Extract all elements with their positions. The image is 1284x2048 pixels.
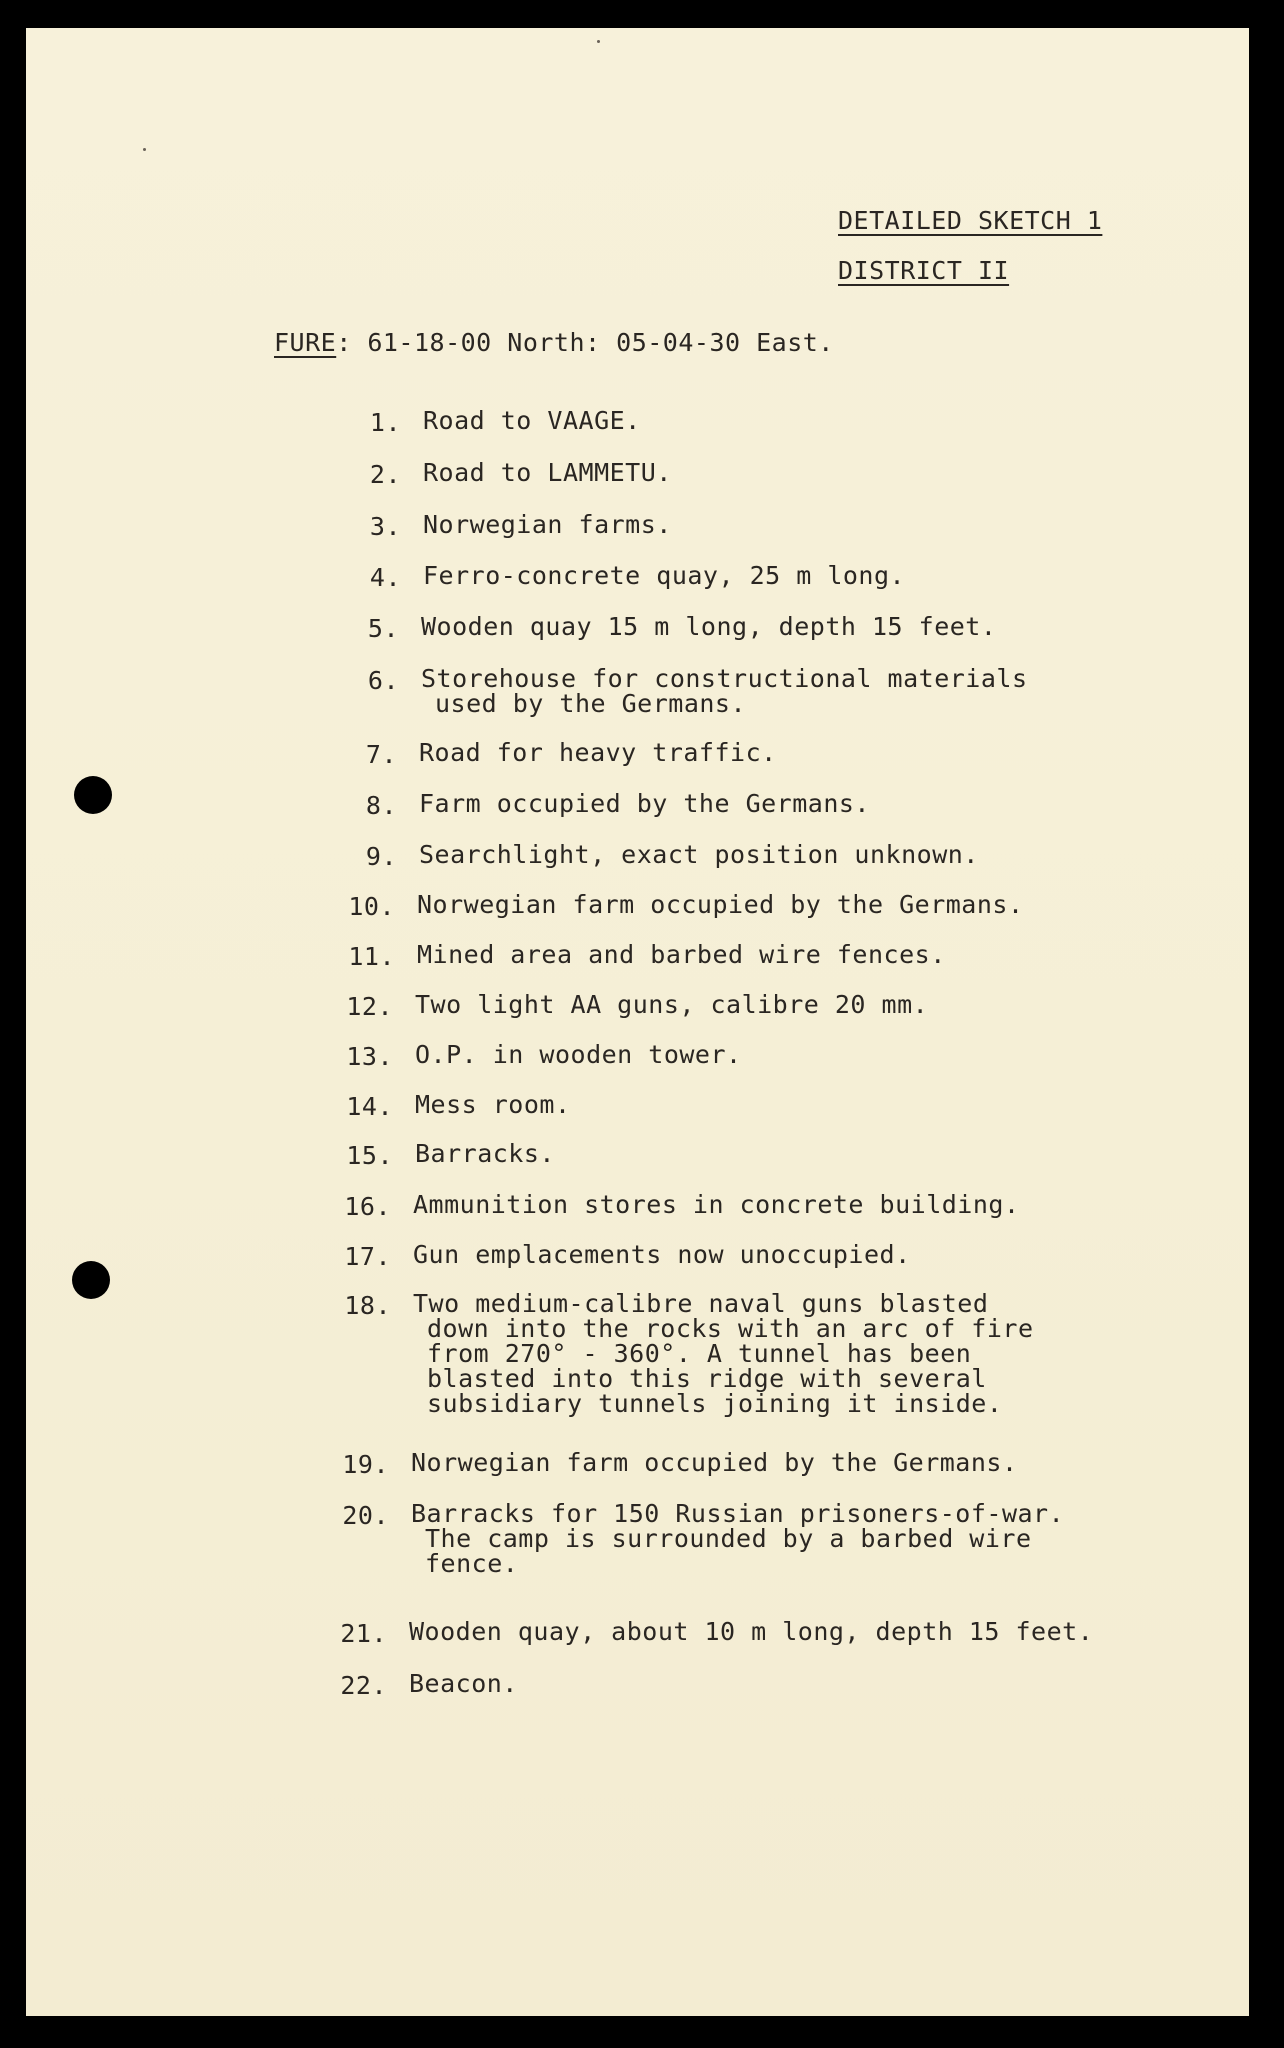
item-text-line: Norwegian farm occupied by the Germans. — [411, 1448, 1018, 1477]
item-number: 19. — [342, 1450, 389, 1479]
item-text-line: Norwegian farms. — [423, 510, 672, 539]
item-text-line: Beacon. — [409, 1669, 518, 1698]
item-text-line: Road to VAAGE. — [423, 406, 641, 435]
item-text-line: The camp is surrounded by a barbed wire — [425, 1524, 1032, 1553]
list-item — [346, 990, 929, 1021]
punch-hole-top — [74, 776, 112, 814]
document-page — [26, 28, 1249, 2016]
item-number: 13. — [346, 1042, 393, 1071]
paper-background — [26, 28, 1249, 2016]
list-item — [342, 1448, 1018, 1479]
list-item — [340, 1617, 1094, 1648]
item-text-line: Storehouse for constructional materials — [421, 664, 1028, 693]
sketch-title: DETAILED SKETCH 1 — [838, 206, 1103, 235]
item-text-line: Farm occupied by the Germans. — [419, 789, 870, 818]
list-item — [344, 1190, 1020, 1221]
item-text-line: Road to LAMMETU. — [423, 458, 672, 487]
item-number: 12. — [346, 992, 393, 1021]
item-text-line: Norwegian farm occupied by the Germans. — [417, 890, 1024, 919]
item-number: 21. — [340, 1619, 387, 1648]
item-text-line: Wooden quay, about 10 m long, depth 15 feet. — [409, 1617, 1094, 1646]
punch-hole-bottom — [72, 1261, 110, 1299]
list-item — [344, 1240, 911, 1271]
item-number: 3. — [369, 512, 401, 541]
location-coordinates: : 61-18-00 North: 05-04-30 East. — [336, 328, 834, 357]
list-item — [348, 890, 1024, 921]
item-number: 22. — [340, 1671, 387, 1700]
item-number: 1. — [369, 408, 401, 437]
item-text-line: Searchlight, exact position unknown. — [419, 840, 979, 869]
list-item — [365, 789, 870, 820]
item-text-line: Ferro-concrete quay, 25 m long. — [423, 561, 906, 590]
item-number: 18. — [344, 1291, 391, 1320]
item-number: 8. — [365, 791, 397, 820]
item-text-line: Wooden quay 15 m long, depth 15 feet. — [421, 612, 997, 641]
item-number: 17. — [344, 1242, 391, 1271]
item-text-line: Two light AA guns, calibre 20 mm. — [415, 990, 929, 1019]
item-number: 2. — [369, 460, 401, 489]
item-text-line: down into the rocks with an arc of fire — [427, 1314, 1034, 1343]
item-number: 7. — [365, 740, 397, 769]
list-item — [365, 738, 777, 769]
item-text-line: Road for heavy traffic. — [419, 738, 777, 767]
list-item — [348, 940, 946, 971]
item-number: 20. — [342, 1501, 389, 1530]
list-item — [369, 561, 906, 592]
list-item — [346, 1040, 742, 1071]
item-text-line: blasted into this ridge with several — [427, 1364, 987, 1393]
list-item — [365, 840, 979, 871]
item-number: 6. — [367, 666, 399, 695]
list-item — [367, 612, 997, 643]
item-number: 10. — [348, 892, 395, 921]
item-text-line: Gun emplacements now unoccupied. — [413, 1240, 911, 1269]
item-text-line: Two medium-calibre naval guns blasted — [413, 1289, 989, 1318]
item-text-line: O.P. in wooden tower. — [415, 1040, 742, 1069]
item-text-line: fence. — [425, 1549, 519, 1578]
paper-speck — [143, 148, 146, 151]
list-item — [340, 1669, 518, 1700]
list-item — [369, 406, 641, 437]
list-item — [342, 1499, 1065, 1578]
item-text-line: used by the Germans. — [435, 689, 747, 718]
item-number: 14. — [346, 1092, 393, 1121]
item-text-line: subsidiary tunnels joining it inside. — [427, 1389, 1003, 1418]
item-number: 5. — [367, 614, 399, 643]
district-title: DISTRICT II — [838, 256, 1010, 285]
item-text-line: Ammunition stores in concrete building. — [413, 1190, 1020, 1219]
list-item — [369, 458, 672, 489]
list-item — [344, 1289, 1034, 1418]
item-text-line: from 270° - 360°. A tunnel has been — [427, 1339, 972, 1368]
item-text-line: Barracks for 150 Russian prisoners-of-war. — [411, 1499, 1065, 1528]
item-number: 4. — [369, 563, 401, 592]
list-item — [369, 510, 672, 541]
list-item — [367, 664, 1028, 718]
item-number: 9. — [365, 842, 397, 871]
location-line — [274, 328, 834, 357]
item-number: 15. — [346, 1141, 393, 1170]
location-name: FURE — [274, 328, 337, 357]
paper-speck — [597, 40, 600, 43]
item-text-line: Mined area and barbed wire fences. — [417, 940, 946, 969]
item-number: 16. — [344, 1192, 391, 1221]
list-item — [346, 1090, 571, 1121]
item-number: 11. — [348, 942, 395, 971]
list-item — [346, 1139, 555, 1170]
item-text-line: Barracks. — [415, 1139, 555, 1168]
item-text-line: Mess room. — [415, 1090, 571, 1119]
